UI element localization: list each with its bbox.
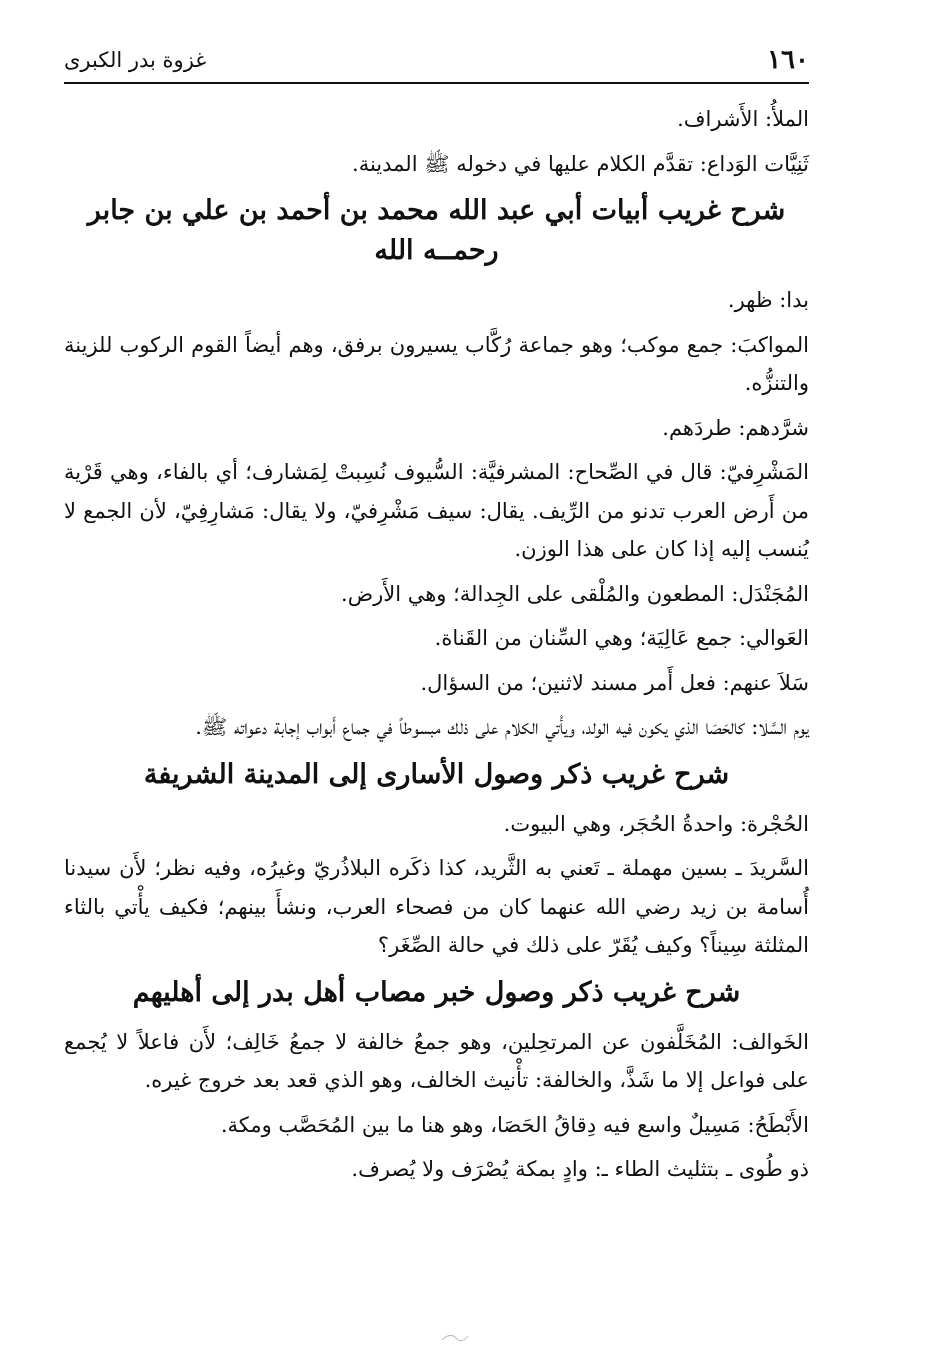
entry-sala-anhum: سَلاَ عنهم: فعل أَمر مسند لاثنين؛ من السؤال. [420,670,809,695]
section-heading-prisoners [64,755,809,795]
entry-yawm-al-sala: يوم السَّلا: كالحَصَا الذي يكون فيه الولد، ويأْتي الكلام على ذلك مبسوطاً في جماع أَبواب إجابة دعواته ﷺ. [195,715,809,739]
heading-line: شرح غريب ذكر وصول خبر مصاب أهل بدر إلى أهليهم [132,976,741,1008]
entry-al-sarid: السَّريدَ ـ بسين مهملة ـ تَعني به الثَّريد، كذا ذكَره البلاذُريّ وغيرُه، وفيه نظر؛ لأَن سيدنا أُسامة بن زيد رضي الله عنهما كان من فصحاء العرب، ونشأَ بينهم؛ فكيف يأْتي بالثاء المثلثة سِيناً؟ وكيف يُقَرّ على ذلك في حالة الصِّغَر؟ [64,856,809,957]
entry-al-mujandal: المُجَنْدَل: المطعون والمُلْقى على الجِدالة؛ وهي الأَرض. [341,581,809,606]
heading-line: رحمــه الله [374,235,499,266]
running-title: غزوة بدر الكبرى [64,48,207,72]
section-heading-ibn-jabir [64,191,809,271]
entry-al-khawalif: الخَوالف: المُخَلَّفون عن المرتحِلين، وهو جمعُ خالفة لا جمعُ خَالِف؛ لأَن فاعلاً لا يُجمع على فواعل إلا ما شَذَّ، والخالفة: تأْنيث الخالف، وهو الذي قعد بعد خروج غيره. [64,1029,809,1092]
entry-dhu-tuwa: ذو طُوى ـ بتثليث الطاء ـ: وادٍ بمكة يُصْرَف ولا يُصرف. [351,1157,809,1181]
entry-bada: بدا: ظهر. [727,288,809,312]
page-body [64,100,809,1195]
entry-sharradahum: شرَّدهم: طردَهم. [662,415,809,440]
entry-al-mala: الملأُ: الأَشراف. [677,107,809,131]
entry-thaniyyat-al-wada: ثَنِيَّات الوَداع: تقدَّم الكلام عليها في دخوله ﷺ المدينة. [352,151,809,176]
heading-line: شرح غريب أبيات أبي عبد الله محمد بن أحمد بن علي بن جابر [87,195,786,226]
entry-al-awali: العَوالي: جمع عَالِيَة؛ وهي السِّنان من القَناة. [434,626,809,650]
heading-line: شرح غريب ذكر وصول الأسارى إلى المدينة الشريفة [143,758,730,790]
entry-al-abtah: الأَبْطَحُ: مَسِيلٌ واسع فيه دِقاقُ الحَصَا، وهو هنا ما بين المُحَصَّب ومكة. [220,1112,809,1137]
entry-al-mashrafi: المَشْرِفيّ: قال في الصِّحاح: المشرفيَّة: السُّيوف نُسِبتْ لِمَشارف؛ أي بالفاء، وهي قَرْية من أَرض العرب تدنو من الرِّيف. يقال: سيف مَشْرِفيّ، ولا يقال: مَشارِفِيّ، لأن الجمع لا يُنسب إليه إذا كان على هذا الوزن. [64,460,809,561]
entry-al-mawakib: المواكبَ: جمع موكب؛ وهو جماعة رُكَّاب يسيرون برفق، وهم أيضاً القوم الركوب للزينة والتنزُّه. [64,332,809,395]
page-header [64,38,809,84]
entry-al-hujra: الحُجْرة: واحدةُ الحُجَر، وهي البيوت. [503,811,809,836]
section-heading-news-of-badr [64,973,809,1013]
pen-mark-icon [440,1330,470,1344]
page-number: ١٦٠ [767,45,809,75]
